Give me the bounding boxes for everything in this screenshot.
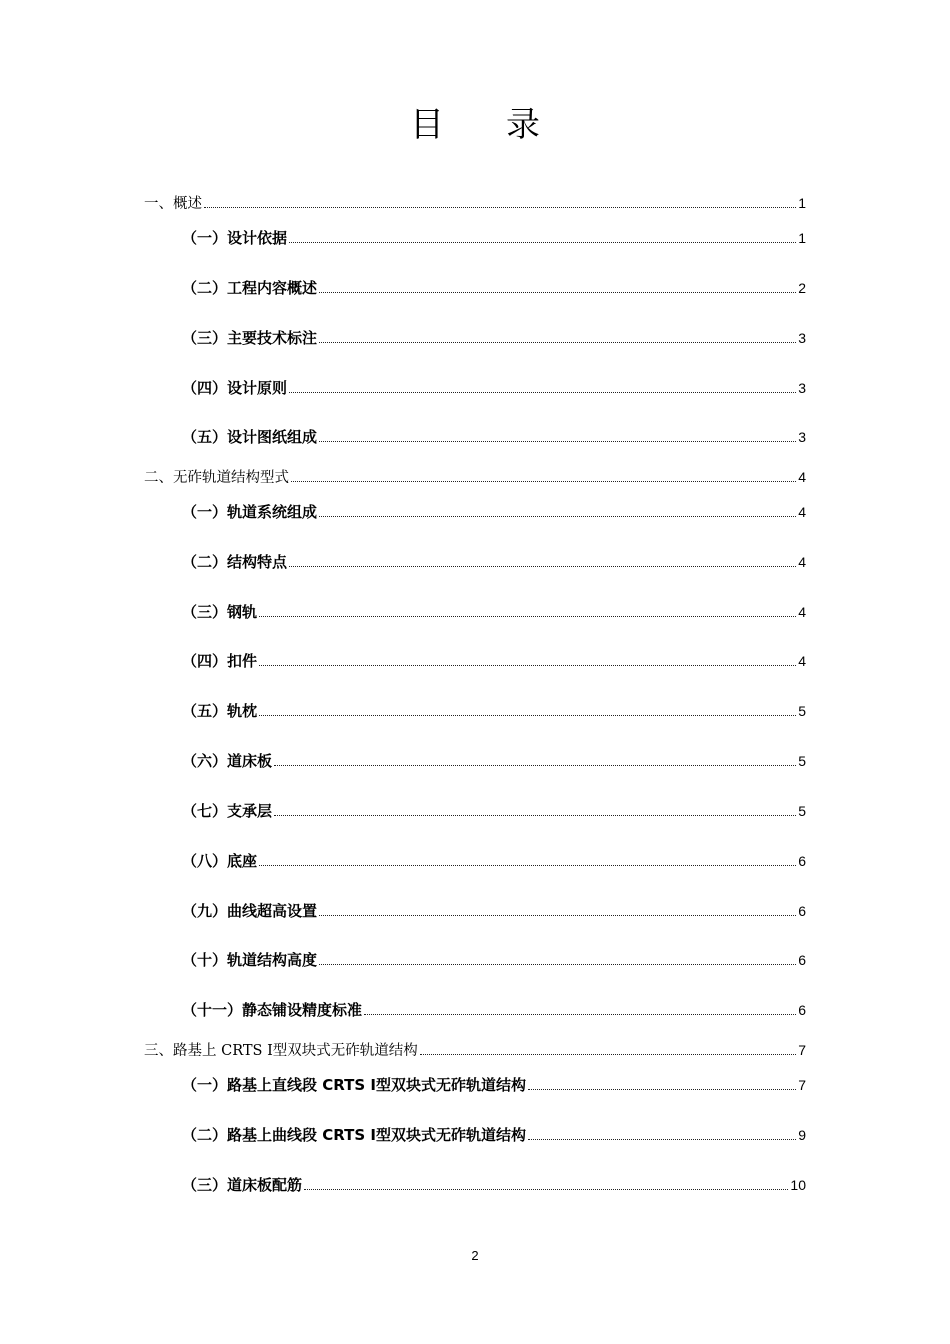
toc-entry-title: （三）主要技术标注 (182, 329, 318, 347)
toc-entry[interactable] (182, 748, 806, 774)
toc-entry[interactable] (182, 275, 806, 301)
toc-entry-page: 3 (798, 429, 806, 445)
toc-entry-title: （十一）静态铺设精度标准 (182, 1001, 363, 1019)
toc-entry-title: （二）工程内容概述 (182, 279, 318, 297)
toc-entry-title: 三、路基上 CRTS Ⅰ型双块式无砟轨道结构 (144, 1043, 418, 1059)
dot-leader (289, 391, 796, 393)
toc-entry-page: 7 (798, 1077, 806, 1093)
toc-entry[interactable] (144, 190, 806, 216)
dot-leader (289, 241, 796, 243)
toc-entry[interactable] (144, 1037, 806, 1063)
toc-entry[interactable] (182, 424, 806, 450)
toc-entry[interactable] (182, 225, 806, 251)
toc-entry-page: 7 (798, 1042, 806, 1058)
toc-entry-page: 2 (798, 280, 806, 296)
toc-entry-title: （一）设计依据 (182, 229, 288, 247)
dot-leader (259, 864, 796, 866)
toc-entry-page: 3 (798, 380, 806, 396)
toc-entry-title: （八）底座 (182, 852, 258, 870)
toc-entry-title: （五）轨枕 (182, 702, 258, 720)
toc-entry-title: （四）扣件 (182, 652, 258, 670)
toc-entry-page: 5 (798, 803, 806, 819)
toc-entry-page: 4 (798, 469, 806, 485)
toc-entry[interactable] (182, 898, 806, 924)
toc-entry-title: （十）轨道结构高度 (182, 951, 318, 969)
toc-entry-page: 4 (798, 504, 806, 520)
toc-entry[interactable] (182, 698, 806, 724)
dot-leader (289, 565, 796, 567)
dot-leader (319, 291, 796, 293)
toc-entry-title: （三）钢轨 (182, 603, 258, 621)
toc-entry-title: （一）轨道系统组成 (182, 503, 318, 521)
toc-entry-page: 5 (798, 753, 806, 769)
dot-leader (204, 206, 796, 208)
toc-entry[interactable] (182, 997, 806, 1023)
dot-leader (259, 615, 796, 617)
dot-leader (274, 814, 796, 816)
toc-entry[interactable] (182, 375, 806, 401)
toc-entry[interactable] (182, 599, 806, 625)
toc-entry[interactable] (182, 499, 806, 525)
dot-leader (528, 1088, 796, 1090)
toc-entry[interactable] (182, 848, 806, 874)
dot-leader (319, 963, 796, 965)
dot-leader (259, 664, 796, 666)
toc-entry-title: （五）设计图纸组成 (182, 428, 318, 446)
toc-entry-title: （三）道床板配筋 (182, 1176, 303, 1194)
dot-leader (319, 341, 796, 343)
toc-entry-page: 1 (798, 195, 806, 211)
toc-entry-title: 二、无砟轨道结构型式 (144, 470, 289, 486)
dot-leader (364, 1013, 796, 1015)
toc-entry[interactable] (182, 947, 806, 973)
dot-leader (319, 440, 796, 442)
toc-entry-title: （九）曲线超高设置 (182, 902, 318, 920)
toc-entry-page: 6 (798, 1002, 806, 1018)
toc-entry[interactable] (182, 1072, 806, 1098)
toc-entry[interactable] (182, 325, 806, 351)
toc-entry-title: （二）结构特点 (182, 553, 288, 571)
dot-leader (304, 1188, 788, 1190)
toc-entry-page: 6 (798, 952, 806, 968)
toc-entry-title: （四）设计原则 (182, 379, 288, 397)
toc-entry-page: 4 (798, 604, 806, 620)
toc-entry-title: （二）路基上曲线段 CRTS Ⅰ型双块式无砟轨道结构 (182, 1126, 526, 1144)
toc-entry-title: （一）路基上直线段 CRTS Ⅰ型双块式无砟轨道结构 (182, 1076, 526, 1094)
toc-entry[interactable] (182, 1122, 806, 1148)
toc-entry-page: 6 (798, 903, 806, 919)
toc-entry-page: 9 (798, 1127, 806, 1143)
toc-entry[interactable] (144, 464, 806, 490)
toc-entry-page: 1 (798, 230, 806, 246)
toc-entry[interactable] (182, 798, 806, 824)
dot-leader (319, 515, 796, 517)
toc-entry[interactable] (182, 549, 806, 575)
dot-leader (274, 764, 796, 766)
toc-entry-page: 6 (798, 853, 806, 869)
toc-entry-page: 3 (798, 330, 806, 346)
dot-leader (319, 914, 796, 916)
page-title: 目录 (410, 105, 602, 145)
toc-entry-page: 5 (798, 703, 806, 719)
dot-leader (259, 714, 796, 716)
dot-leader (420, 1053, 796, 1055)
page-number: 2 (471, 1248, 479, 1263)
toc-entry-page: 4 (798, 554, 806, 570)
dot-leader (291, 480, 796, 482)
toc-entry-page: 4 (798, 653, 806, 669)
toc-entry-page: 10 (790, 1177, 806, 1193)
toc-entry-title: 一、概述 (144, 196, 202, 212)
toc-entry-title: （七）支承层 (182, 802, 273, 820)
toc-entry[interactable] (182, 648, 806, 674)
dot-leader (528, 1138, 796, 1140)
toc-entry[interactable] (182, 1172, 806, 1198)
toc-entry-title: （六）道床板 (182, 752, 273, 770)
